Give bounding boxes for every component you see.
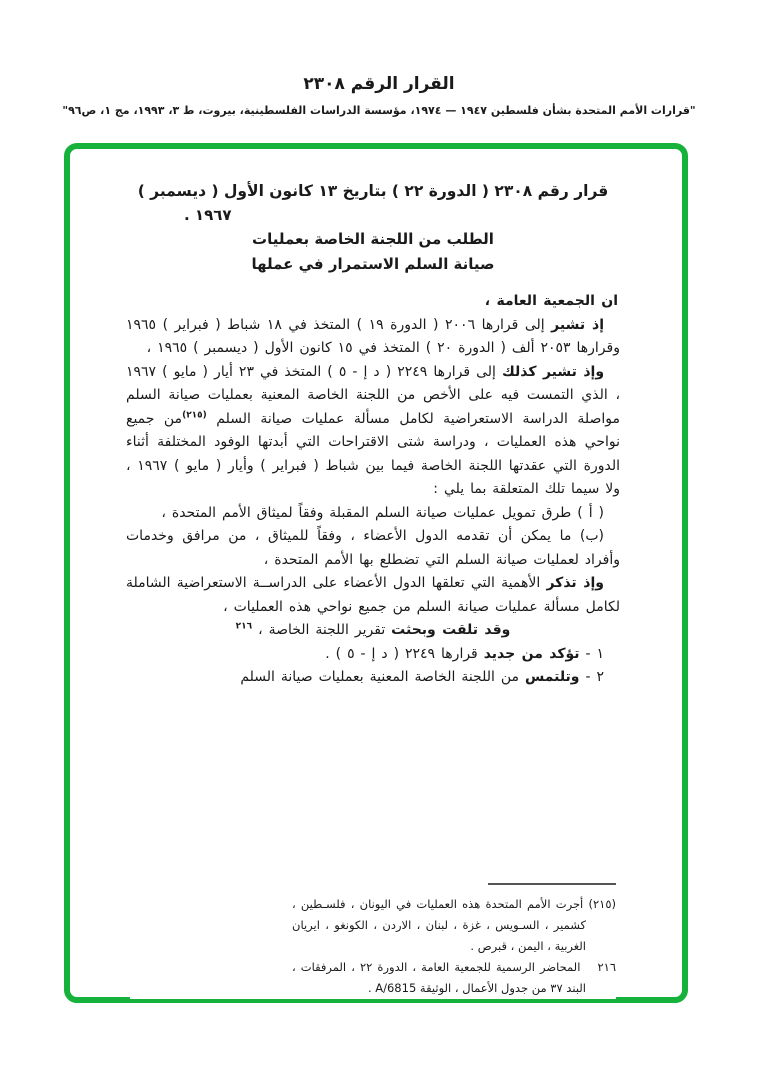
footnote-216 bbox=[292, 957, 616, 999]
footnote-text: أجرت الأمم المتحدة هذه العمليات في اليونان ، فلسـطين ، كشمير ، السـويس ، غزة ، لبنان ، الاردن ، الكونغو ، ايريان الغربية ، اليمن ، قبرص . bbox=[292, 897, 586, 953]
item-number: ٢ - bbox=[579, 669, 604, 685]
source-citation: "قرارات الأمم المتحدة بشأن فلسطين ١٩٤٧ — ١٩٧٤، مؤسسة الدراسات الفلسطينية، بيروت، ط ٣، ١٩٩٣، مج ١، ص٩٦" bbox=[62, 104, 696, 117]
footnote-marker: (٢١٥) bbox=[588, 897, 617, 911]
footnote-separator bbox=[488, 883, 616, 885]
resolution-heading-line1: قرار رقم ٢٣٠٨ ( الدورة ٢٢ ) بتاريخ ١٣ كانون الأول ( ديسمبر ) bbox=[137, 182, 609, 200]
paragraph-text: إلى قرارها ٢٢٤٩ ( د إ - ٥ ) المتخذ في ٢٣ أيار ( مايو ) ١٩٦٧ ، الذي التمست فيه على الأخص من اللجنة الخاصة المعنية بعمليات صيانة السلم مواصلة الدراسة الاستعراضية لكامل مسألة عمليات صيانة السلم bbox=[126, 363, 620, 427]
paragraph-recalling-further bbox=[126, 361, 620, 502]
footnote-ref-215: (٢١٥) bbox=[182, 409, 207, 420]
paragraph-lead: إذ تشير bbox=[551, 316, 604, 333]
resolution-subtitle-line1: الطلب من اللجنة الخاصة بعمليات bbox=[252, 230, 494, 248]
paragraph-text: قرارها ٢٢٤٩ ( د إ - ٥ ) . bbox=[325, 645, 484, 662]
footnote-text: المحاضر الرسمية للجمعية العامة ، الدورة ٢٢ ، المرفقات ، البند ٣٧ من جدول الأعمال ، الوثيقة A/6815 . bbox=[292, 960, 586, 995]
paragraph-lead: وإذ تذكر bbox=[546, 575, 604, 591]
resolution-subtitle-line2: صيانة السلم الاستمرار في عملها bbox=[251, 255, 495, 273]
list-item-b: (ب) ما يمكن أن تقدمه الدول الأعضاء ، وفقاً للميثاق ، من مرافق وخدمات وأفراد لعمليات صيانة السلم التي تضطلع بها الأمم المتحدة ، bbox=[126, 528, 620, 568]
paragraph-having-received bbox=[126, 619, 620, 643]
footnote-marker: ٢١٦ bbox=[597, 960, 616, 974]
paragraph-text: من جميع نواحي هذه العمليات ، ودراسة شتى الاقتراحات التي أبدتها الوفود المختلفة أثناء الدورة التي عقدتها اللجنة الخاصة فيما بين شباط ( فبراير ) وأيار ( مايو ) ١٩٦٧ ، ولا سيما تلك المتعلقة بما يلي : bbox=[126, 410, 621, 497]
footnotes-section bbox=[130, 883, 616, 999]
paragraph-lead: وإذ تشير كذلك bbox=[501, 363, 605, 380]
resolution-body bbox=[70, 149, 682, 883]
paragraph-lead: وقد تلقت وبحثت bbox=[391, 622, 511, 638]
paragraph-lead: وتلتمس bbox=[524, 669, 580, 685]
footnote-ref-216: ٢١٦ bbox=[235, 621, 253, 632]
paragraph-preamble bbox=[126, 290, 620, 314]
paragraph-text: من اللجنة الخاصة المعنية بعمليات صيانة السلم bbox=[240, 669, 525, 685]
resolution-heading-line2: ١٩٦٧ . bbox=[184, 206, 232, 224]
paragraph-text: الأهمية التي تعلقها الدول الأعضاء على الدراســة الاستعراضية الشاملة لكامل مسألة عمليات صيانة السلم من جميع نواحي هذه العمليات ، bbox=[126, 575, 620, 615]
operative-item-1 bbox=[126, 643, 620, 667]
paragraph-recalling bbox=[126, 314, 620, 361]
paragraph-text: إلى قرارها ٢٠٠٦ ( الدورة ١٩ ) المتخذ في ١٨ شباط ( فبراير ) ١٩٦٥ وقرارها ٢٠٥٣ ألف ( الدورة ٢٠ ) المتخذ في ١٥ كانون الأول ( ديسمبر ) ١٩٦٥ ، bbox=[126, 316, 620, 356]
resolution-frame bbox=[64, 143, 688, 1003]
footnote-215 bbox=[292, 894, 616, 957]
paragraph-lead: ان الجمعية العامة ، bbox=[484, 293, 618, 309]
resolution-heading bbox=[126, 179, 620, 277]
item-number: ١ - bbox=[579, 645, 604, 662]
list-item-a: ( أ ) طرق تمويل عمليات صيانة السلم المقبلة وفقاً لميثاق الأمم المتحدة ، bbox=[161, 504, 604, 521]
footnote-block bbox=[292, 894, 616, 999]
paragraph-lead: تؤكد من جديد bbox=[483, 645, 580, 662]
paragraph-text: تقرير اللجنة الخاصة ، bbox=[252, 622, 392, 638]
page-title: القرار الرقم ٢٣٠٨ bbox=[303, 74, 455, 94]
operative-item-2 bbox=[126, 666, 620, 690]
paragraph-bearing-in-mind bbox=[126, 572, 620, 619]
